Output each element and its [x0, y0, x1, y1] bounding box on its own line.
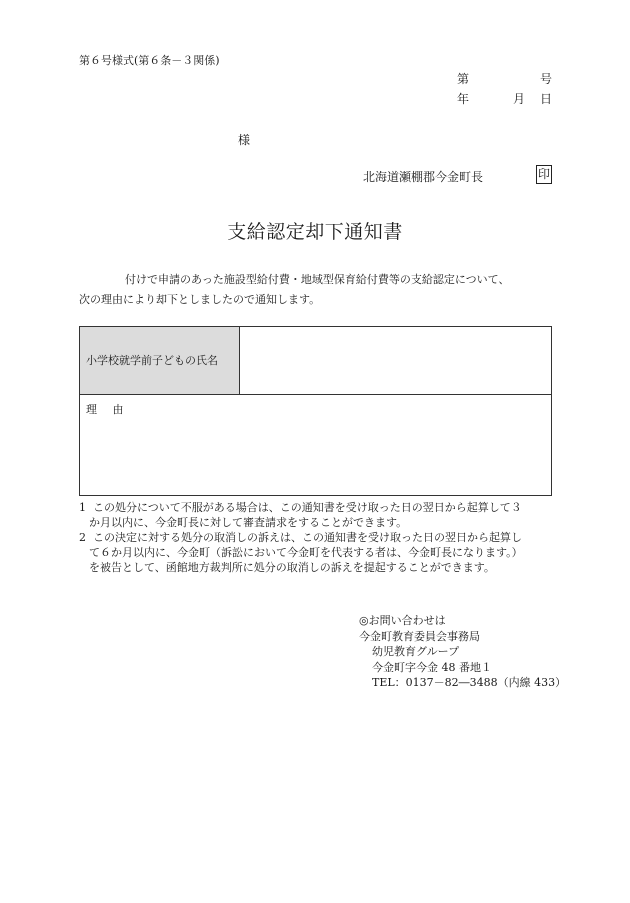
note-line: この決定に対する処分の取消しの訴えは、この通知書を受け取った日の翌日から起算し: [93, 531, 522, 544]
reason-label: 理 由: [86, 403, 130, 416]
date-day-label: 日: [540, 92, 553, 106]
notice-form-table: [79, 326, 552, 496]
note-item: [79, 530, 559, 575]
note-line: を被告として、函館地方裁判所に処分の取消しの訴えを提起することができます。: [89, 561, 495, 574]
date-year-label: 年: [457, 92, 470, 106]
child-name-label: 小学校就学前子どもの氏名: [80, 327, 240, 395]
notes-section: [79, 500, 559, 575]
contact-group: 幼児教育グループ: [372, 645, 460, 658]
contact-heading: ◎お問い合わせは: [359, 614, 446, 627]
note-number: 1: [79, 501, 86, 514]
date-month-label: 月: [513, 92, 526, 106]
document-title: 支給認定却下通知書: [227, 221, 403, 243]
recipient-honorific: 様: [238, 133, 251, 147]
contact-address: 今金町字今金 48 番地１: [372, 660, 492, 674]
note-number: 2: [79, 531, 86, 544]
seal-stamp: 印: [536, 165, 552, 184]
document-number-prefix: 第: [457, 72, 470, 86]
contact-block: [359, 613, 566, 691]
contact-office: 今金町教育委員会事務局: [359, 629, 480, 643]
document-number-suffix: 号: [540, 72, 553, 86]
reason-field[interactable]: [120, 397, 545, 489]
note-line: て６か月以内に、今金町（訴訟において今金町を代表する者は、今金町長になります。）: [89, 546, 523, 559]
child-name-field[interactable]: [240, 327, 551, 395]
form-number: 第６号様式(第６条－３関係): [79, 54, 220, 67]
note-item: [79, 500, 559, 530]
issuer-name: 北海道瀬棚郡今金町長: [363, 170, 484, 184]
contact-phone: TEL：0137－82―3488（内線 433）: [372, 676, 567, 689]
notice-body: [79, 270, 559, 310]
notice-body-line-2: 次の理由により却下としましたので通知します。: [79, 293, 321, 306]
note-line: か月以内に、今金町長に対して審査請求をすることができます。: [89, 516, 408, 529]
notice-body-line-1: 付けで申請のあった施設型給付費・地域型保育給付費等の支給認定について、: [125, 273, 510, 286]
note-line: この処分について不服がある場合は、この通知書を受け取った日の翌日から起算して３: [93, 501, 522, 514]
